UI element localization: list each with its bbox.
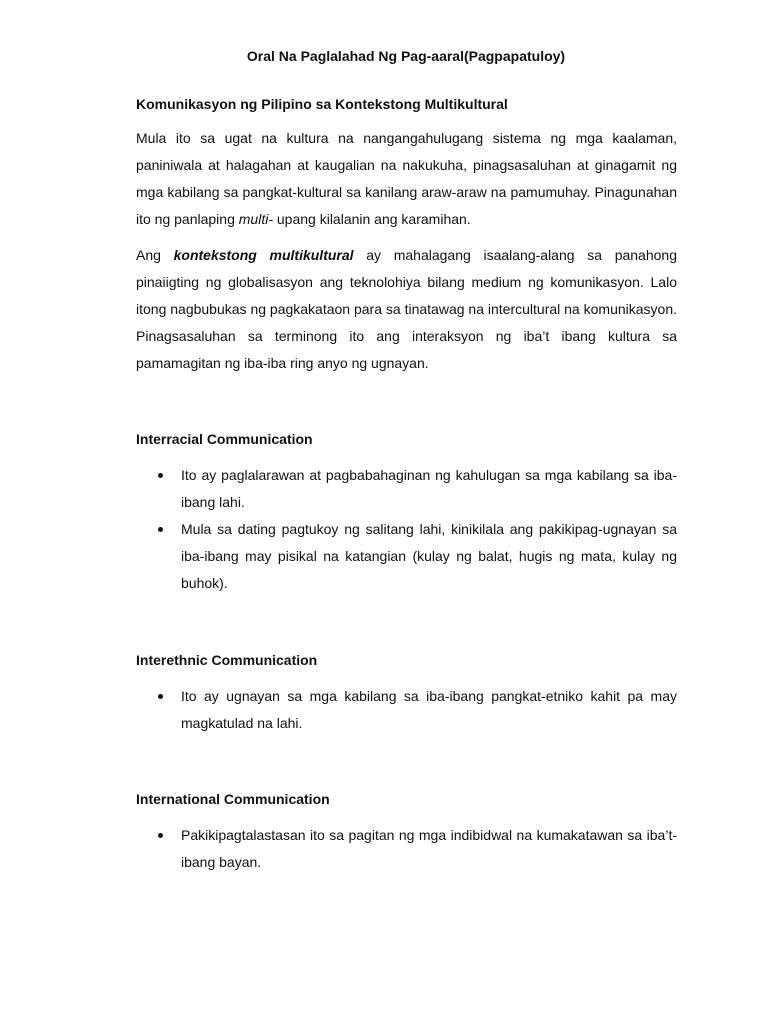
bullet-icon	[158, 833, 163, 838]
bullet-list-interethnic	[136, 683, 677, 737]
list-item	[136, 516, 677, 597]
italic-term-multi: multi-	[238, 211, 273, 227]
bullet-list-international	[136, 822, 677, 876]
bullet-list-interracial	[136, 462, 677, 597]
document-title: Oral Na Paglalahad Ng Pag-aaral(Pagpapatuloy)	[246, 48, 566, 64]
section-heading-interethnic: Interethnic Communication	[136, 652, 318, 668]
list-item	[136, 462, 677, 516]
paragraph-text: Ang	[136, 247, 174, 263]
paragraph-kultura	[136, 125, 677, 233]
paragraph-text: upang kilalanin ang karamihan.	[273, 211, 471, 227]
bold-italic-term: kontekstong multikultural	[173, 247, 354, 263]
list-item	[136, 683, 677, 737]
paragraph-text: ay mahalagang isaalang-alang sa panahong pinaiigting ng globalisasyon ang teknolohiya bilang medium ng komunikasyon. Lalo itong nagbubukas ng pagkakataon para sa tinatawag na intercultural na komunikasyon. Pinagsasaluhan sa terminong ito ang interaksyon ng iba’t ibang kultura sa pamamagitan ng iba-iba ring anyo ng ugnayan.	[136, 247, 677, 371]
list-item-text: Pakikipagtalastasan ito sa pagitan ng mga indibidwal na kumakatawan sa iba’t-ibang bayan.	[181, 827, 677, 870]
section-heading-multikultural: Komunikasyon ng Pilipino sa Kontekstong Multikultural	[136, 96, 508, 112]
paragraph-kontekstong-multikultural	[136, 242, 677, 377]
section-heading-international: International Communication	[136, 791, 330, 807]
bullet-icon	[158, 694, 163, 699]
bullet-icon	[158, 527, 163, 532]
list-item-text: Mula sa dating pagtukoy ng salitang lahi, kinikilala ang pakikipag-ugnayan sa iba-ibang may pisikal na katangian (kulay ng balat, hugis ng mata, kulay ng buhok).	[181, 521, 677, 591]
list-item-text: Ito ay ugnayan sa mga kabilang sa iba-ibang pangkat-etniko kahit pa may magkatulad na lahi.	[181, 688, 677, 731]
section-heading-interracial: Interracial Communication	[136, 431, 313, 447]
bullet-icon	[158, 473, 163, 478]
list-item-text: Ito ay paglalarawan at pagbabahaginan ng kahulugan sa mga kabilang sa iba-ibang lahi.	[181, 467, 677, 510]
paragraph-text: Mula ito sa ugat na kultura na nangangahulugang sistema ng mga kaalaman, paniniwala at halagahan at kaugalian na nakukuha, pinagsasaluhan at ginagamit ng mga kabilang sa pangkat-kultural sa kanilang araw-araw na pamumuhay. Pinagunahan ito ng panlaping	[136, 130, 677, 227]
list-item	[136, 822, 677, 876]
